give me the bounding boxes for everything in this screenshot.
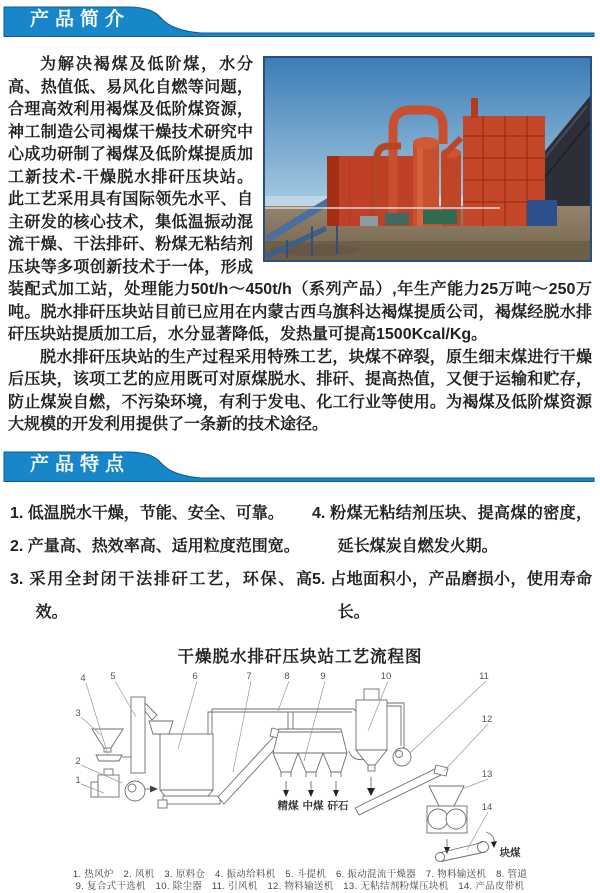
features-banner-title: 产品特点 [30,453,131,475]
callout-11: 11 [479,670,489,682]
plant-photo [263,56,592,262]
callout-1: 1 [75,774,81,786]
vibrating-feeder [96,755,131,761]
callout-2: 2 [75,755,81,767]
output-label-middle-coal: 中煤 [302,799,324,812]
output-label-fine-coal: 精煤 [277,799,299,812]
callout-13: 13 [481,768,493,780]
raw-material-bin [92,729,123,752]
cyclone-dust-collector [356,689,387,796]
product-belt-conveyor [436,832,498,862]
process-flow-diagram [0,669,600,869]
diagram-title: 干燥脱水排矸压块站工艺流程图 [177,647,423,666]
feature-item-5: 5. 占地面积小，产品磨损小，使用寿命长。 [312,570,592,621]
intro-paragraph-2: 脱水排矸压块站的生产过程采用特殊工艺，块煤不碎裂，原生细末煤进行干燥后压块，该项工艺的应用既可对原煤脱水、排矸、提高热值，又便于运输和贮存，防止煤炭自燃，不污染环境，有利于发电、化工行业等使用。为褐煤及低阶煤资源大规模的开发利用提供了一条新的技术途径。 [8,348,592,433]
vibrating-mixed-flow-dryer [149,721,220,808]
feature-column-left [10,497,312,629]
hot-air-furnace [91,769,119,797]
composite-dry-separator [273,729,367,797]
callout-8: 8 [284,670,290,682]
output-label-lump-coal: 块煤 [499,846,521,859]
callout-5: 5 [110,670,116,682]
feature-list [0,485,600,629]
diagram-caption-line-2: 9. 复合式干选机 10. 除尘器 11. 引风机 12. 物料输送机 13. 无粘结剂粉煤压块机 14. 产品皮带机 [75,880,525,892]
bucket-elevator [131,697,157,773]
callout-7: 7 [246,670,252,682]
callout-14: 14 [481,801,493,813]
callout-3: 3 [75,707,81,719]
feature-item-4: 4. 粉煤无粘结剂压块、提高煤的密度，延长煤炭自燃发火期。 [312,504,592,555]
feature-column-right [312,497,592,629]
diagram-caption-line-1: 1. 热风炉 2. 风机 3. 原料仓 4. 振动给料机 5. 斗提机 6. 振动混流干燥器 7. 物料输送机 8. 管道 [72,868,528,880]
feature-item-2: 2. 产量高、热效率高、适用粒度范围宽。 [10,537,300,555]
intro-body [0,40,600,437]
intro-paragraph-1: 为解决褐煤及低阶煤，水分高、热值低、易风化自燃等问题，合理高效利用褐煤及低阶煤资源，神工制造公司褐煤干燥技术研究中心成功研制了褐煤及低阶煤提质加工新技术-干燥脱水排矸压块站。此工艺采用具有国际领先水平、自主研发的核心技术，集低温振动混流干燥、干法排矸、粉煤无粘结剂压块等多项创新技术于一体，形成装配式加工站，处理能力50t/h～450t/h（系列产品）,年生产能力25万吨～250万吨。脱水排矸压块站目前已应用在内蒙古西乌旗科达褐煤提质公司，褐煤经脱水排矸压块站提质加工后，水分显著降低，发热量可提高1500Kcal/Kg。 [8,56,592,343]
brochure-page [0,4,600,892]
intro-section-banner [0,4,600,40]
callout-4: 4 [80,672,86,684]
induced-draft-fan [387,703,411,766]
plant-photo-illustration [265,58,590,260]
material-conveyor-7 [218,728,285,804]
feature-item-1: 1. 低温脱水干燥，节能、安全、可靠。 [10,504,284,522]
feature-item-3: 3. 采用全封闭干法排矸工艺，环保、高效。 [10,570,312,621]
callout-12: 12 [481,713,493,725]
callout-10: 10 [380,670,392,682]
features-section-banner [0,449,600,485]
callout-6: 6 [192,670,198,682]
callout-9: 9 [320,670,326,682]
intro-banner-title: 产品简介 [30,9,131,30]
blower-fan [125,781,158,801]
output-label-gangue: 矸石 [327,799,349,812]
process-flow-svg [0,669,600,869]
briquetting-machine [427,786,467,854]
